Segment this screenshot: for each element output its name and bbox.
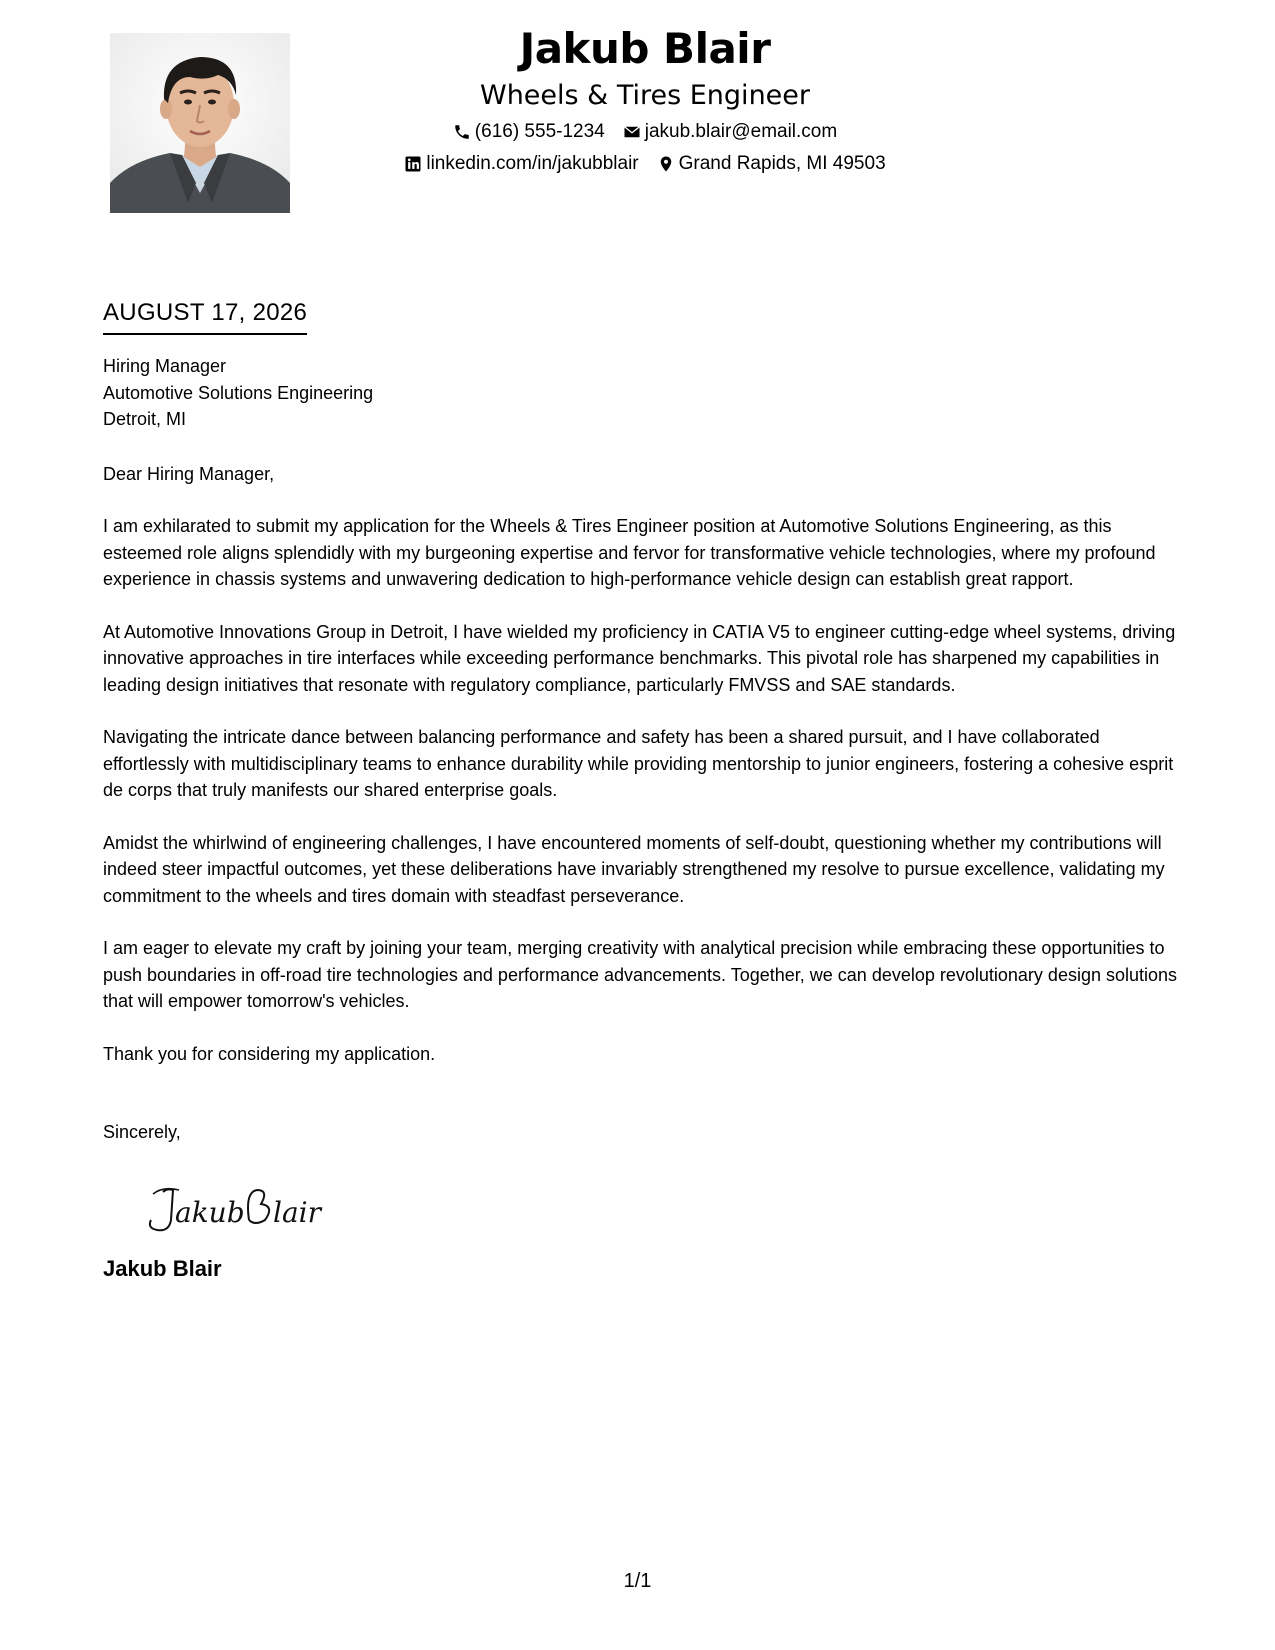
profile-photo xyxy=(110,33,290,213)
contact-email xyxy=(623,120,837,144)
contact-row-1 xyxy=(300,120,990,144)
salutation: Dear Hiring Manager, xyxy=(103,463,275,484)
location-text: Grand Rapids, MI 49503 xyxy=(678,153,886,174)
recipient-line: Hiring Manager xyxy=(103,356,227,376)
applicant-name: Jakub Blair xyxy=(519,24,771,73)
contact-phone xyxy=(453,120,605,144)
paragraph: At Automotive Innovations Group in Detroit, I have wielded my proficiency in CATIA V5 to engineer cutting-edge wheel systems, driving innovative approaches in tire interfaces while exceeding performance benchmarks. This pivotal role has sharpened my capabilities in leading design initiatives that resonate with regulatory compliance, particularly FMVSS and SAE standards. xyxy=(103,621,1176,695)
contact-location xyxy=(657,152,886,176)
recipient-line: Detroit, MI xyxy=(103,409,187,429)
svg-text:lair: lair xyxy=(273,1195,321,1229)
contact-linkedin xyxy=(404,152,638,176)
recipient-block xyxy=(103,353,1183,433)
letter-date: AUGUST 17, 2026 xyxy=(103,296,307,335)
closing: Sincerely, xyxy=(103,1122,181,1142)
phone-icon xyxy=(453,123,471,141)
header xyxy=(300,20,990,176)
linkedin-icon xyxy=(404,155,422,173)
email-text[interactable]: jakub.blair@email.com xyxy=(644,121,838,142)
page-number: 1/1 xyxy=(623,1570,652,1592)
paragraph: I am exhilarated to submit my application for the Wheels & Tires Engineer position at Automotive Solutions Engineering, as this esteemed role aligns splendidly with my burgeoning expertise and fervor for transformative vehicle technologies, where my profound experience in chassis systems and unwavering dedication to high-performance vehicle design can establish great rapport. xyxy=(103,516,1156,589)
svg-text:akub: akub xyxy=(175,1195,245,1229)
paragraph: I am eager to elevate my craft by joining your team, merging creativity with analytical precision while embracing these opportunities to push boundaries in off-road tire technologies and performance advancements. Together, we can develop revolutionary design solutions that will empower tomorrow's vehicles. xyxy=(103,938,1178,1011)
linkedin-text[interactable]: linkedin.com/in/jakubblair xyxy=(426,153,639,174)
paragraph: Navigating the intricate dance between balancing performance and safety has been a shared pursuit, and I have collaborated effortlessly with multidisciplinary teams to enhance durability while providing mentorship to junior engineers, fostering a cohesive esprit de corps that truly manifests our shared enterprise goals. xyxy=(103,727,1174,800)
contact-row-2 xyxy=(300,152,990,176)
letter-body xyxy=(103,296,1183,1284)
paragraph: Thank you for considering my application. xyxy=(103,1043,436,1064)
envelope-icon xyxy=(623,123,641,141)
paragraph: Amidst the whirlwind of engineering challenges, I have encountered moments of self-doubt, questioning whether my contributions will indeed steer impactful outcomes, yet these deliberations have invariably strengthened my resolve to pursue excellence, validating my commitment to the wheels and tires domain with steadfast perseverance. xyxy=(103,832,1165,906)
signed-name: Jakub Blair xyxy=(103,1255,222,1281)
phone-text[interactable]: (616) 555-1234 xyxy=(474,121,605,142)
job-title: Wheels & Tires Engineer xyxy=(480,80,810,111)
recipient-line: Automotive Solutions Engineering xyxy=(103,382,374,403)
handwritten-signature xyxy=(133,1180,1183,1240)
map-pin-icon xyxy=(657,155,675,173)
